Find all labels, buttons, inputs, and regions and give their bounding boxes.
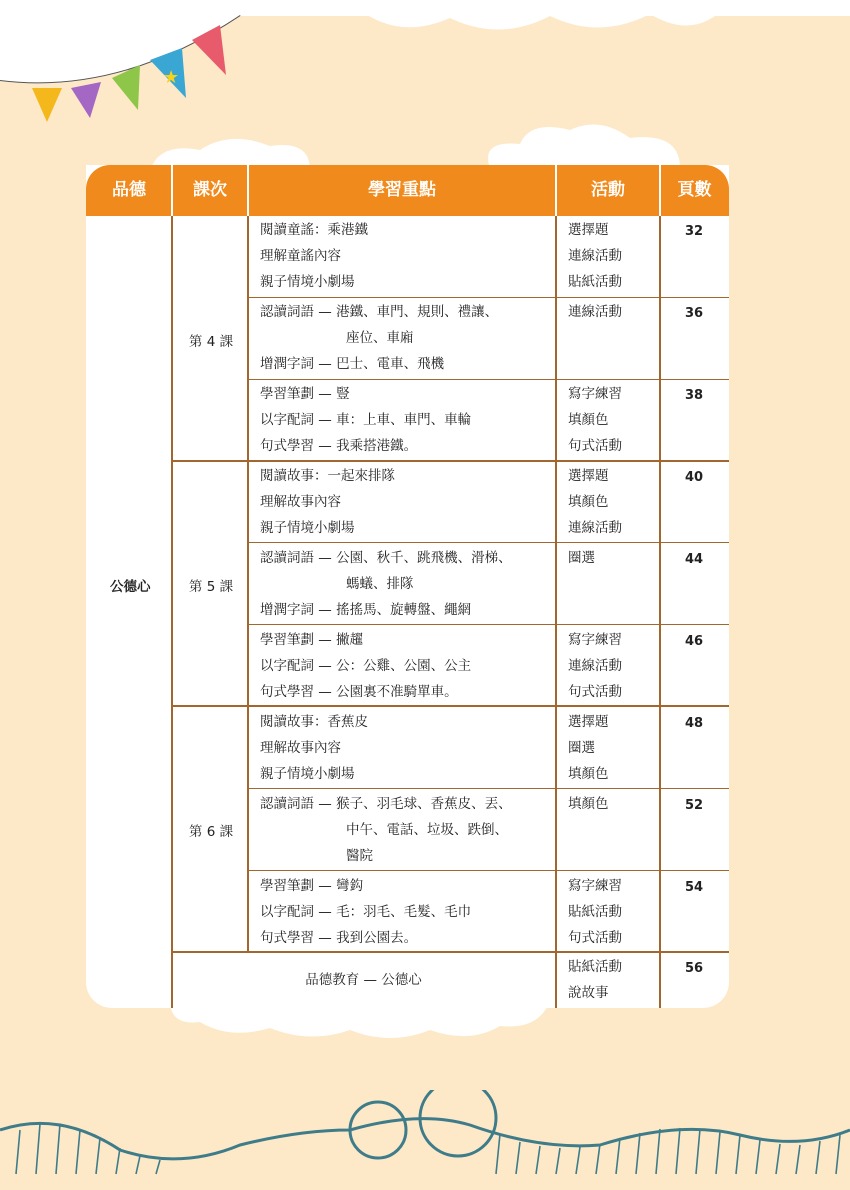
focus-line: 閱讀故事：一起來排隊	[260, 468, 395, 484]
focus-line: 句式學習 — 我到公園去。	[260, 930, 418, 946]
bunting-decoration	[0, 0, 260, 130]
focus-line: 親子情境小劇場	[260, 520, 355, 536]
activity-item: 寫字練習	[568, 632, 622, 648]
header-subject: 品德	[112, 180, 146, 200]
subject-label: 公德心	[110, 579, 151, 595]
col-divider	[659, 216, 661, 1008]
focus-line: 閱讀故事：香蕉皮	[260, 714, 368, 730]
cloud-left-icon	[150, 130, 310, 170]
svg-text:★: ★	[163, 67, 180, 88]
focus-line: 理解童謠內容	[260, 248, 341, 264]
focus-line: 座位、車廂	[346, 330, 414, 346]
page-number: 52	[684, 798, 704, 813]
focus-line: 增潤字詞 — 巴士、電車、飛機	[260, 356, 445, 372]
focus-line: 理解故事內容	[260, 740, 341, 756]
page-number: 48	[684, 716, 704, 731]
focus-line: 認讀詞語 — 公園、秋千、跳飛機、滑梯、	[260, 550, 512, 566]
focus-line: 閱讀童謠：乘港鐵	[260, 222, 368, 238]
focus-line: 親子情境小劇場	[260, 766, 355, 782]
activity-item: 連線活動	[568, 520, 622, 536]
activity-item: 圈選	[568, 550, 595, 566]
rollercoaster-decoration	[0, 1090, 850, 1190]
activity-item: 填顏色	[568, 766, 609, 782]
activity-item: 填顏色	[568, 412, 609, 428]
focus-line: 認讀詞語 — 港鐵、車門、規則、禮讓、	[260, 304, 499, 320]
lesson-label: 第 4 課	[188, 334, 234, 350]
activity-item: 填顏色	[568, 494, 609, 510]
focus-line: 醫院	[346, 848, 373, 864]
flag-1-icon	[32, 88, 62, 122]
lesson-label: 第 5 課	[188, 579, 234, 595]
header-focus: 學習重點	[368, 180, 436, 200]
activity-item: 貼紙活動	[568, 274, 622, 290]
focus-line: 句式學習 — 我乘搭港鐵。	[260, 438, 418, 454]
page-number: 46	[684, 634, 704, 649]
page-number: 36	[684, 306, 704, 321]
focus-line: 句式學習 — 公園裏不准騎單車。	[260, 684, 458, 700]
activity-item: 選擇題	[568, 468, 609, 484]
cloud-top-icon	[360, 0, 720, 40]
focus-line: 以字配詞 — 毛：羽毛、毛髮、毛巾	[260, 904, 472, 920]
activity-item: 連線活動	[568, 248, 622, 264]
activity-item: 句式活動	[568, 438, 622, 454]
header-lesson: 課次	[193, 180, 227, 200]
focus-line: 螞蟻、排隊	[346, 576, 414, 592]
cloud-mid-icon	[480, 120, 690, 170]
focus-line: 理解故事內容	[260, 494, 341, 510]
page-number: 54	[684, 880, 704, 895]
page-number: 44	[684, 552, 704, 567]
activity-item: 寫字練習	[568, 386, 622, 402]
focus-line: 中午、電話、垃圾、跌倒、	[346, 822, 508, 838]
focus-line: 親子情境小劇場	[260, 274, 355, 290]
header-activity: 活動	[591, 180, 625, 200]
activity-item: 句式活動	[568, 684, 622, 700]
activity-item: 句式活動	[568, 930, 622, 946]
final-row-text: 品德教育 — 公德心	[305, 972, 422, 988]
page-number: 40	[684, 470, 704, 485]
focus-line: 以字配詞 — 車：上車、車門、車輪	[260, 412, 472, 428]
activity-item: 圈選	[568, 740, 595, 756]
page-number: 32	[684, 224, 704, 239]
activity-item: 貼紙活動	[568, 959, 622, 975]
activity-item: 寫字練習	[568, 878, 622, 894]
focus-line: 增潤字詞 — 搖搖馬、旋轉盤、繩網	[260, 602, 472, 618]
page-number: 38	[684, 388, 704, 403]
focus-line: 學習筆劃 — 彎鈎	[260, 878, 364, 894]
focus-line: 以字配詞 — 公：公雞、公園、公主	[260, 658, 472, 674]
activity-item: 填顏色	[568, 796, 609, 812]
focus-line: 認讀詞語 — 猴子、羽毛球、香蕉皮、丟、	[260, 796, 512, 812]
activity-item: 連線活動	[568, 658, 622, 674]
header-page: 頁數	[677, 180, 712, 200]
page-number: 56	[684, 961, 704, 976]
focus-line: 學習筆劃 — 豎	[260, 386, 350, 402]
activity-item: 說故事	[568, 985, 609, 1001]
activity-item: 連線活動	[568, 304, 622, 320]
activity-item: 貼紙活動	[568, 904, 622, 920]
lesson-label: 第 6 課	[188, 824, 234, 840]
flag-2-icon	[71, 82, 101, 118]
activity-item: 選擇題	[568, 714, 609, 730]
col-divider	[555, 216, 557, 1008]
activity-item: 選擇題	[568, 222, 609, 238]
focus-line: 學習筆劃 — 撇趯	[260, 632, 364, 648]
